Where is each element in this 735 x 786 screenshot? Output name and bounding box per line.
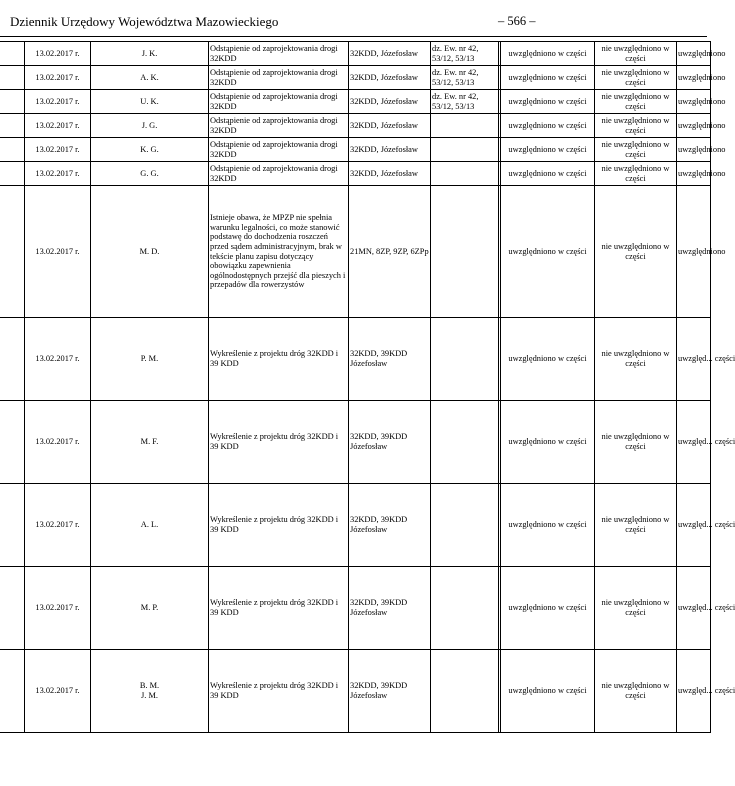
decision-mayor-rejected: nie uwzględniono w części <box>595 66 677 90</box>
table-row <box>0 318 711 401</box>
decision-council: uwzględniono <box>677 162 711 186</box>
submitter-initials: J. M. <box>141 691 158 700</box>
row-number <box>0 114 25 138</box>
plot-number <box>431 484 499 567</box>
comment-content: Odstąpienie od zaprojektowania drogi 32KDD <box>209 90 349 114</box>
decision-council: uwzględ... części <box>677 650 711 733</box>
submission-date: 13.02.2017 r. <box>25 114 91 138</box>
submission-date: 13.02.2017 r. <box>25 567 91 650</box>
row-number <box>0 401 25 484</box>
decision-mayor-rejected: nie uwzględniono w części <box>595 484 677 567</box>
submission-date: 13.02.2017 r. <box>25 484 91 567</box>
decision-mayor: uwzględniono w części <box>501 90 595 114</box>
submitter-initials: M. F. <box>140 437 159 447</box>
plan-area: 32KDD, 39KDD Józefosław <box>349 401 431 484</box>
decision-mayor: uwzględniono w części <box>501 484 595 567</box>
decision-mayor: uwzględniono w części <box>501 401 595 484</box>
submitter-initials: M. D. <box>139 246 160 256</box>
table-row <box>0 114 711 138</box>
decision-mayor-rejected: nie uwzględniono w części <box>595 42 677 66</box>
submitter-name <box>91 401 209 484</box>
plan-area: 32KDD, Józefosław <box>349 114 431 138</box>
decision-council: uwzględniono <box>677 42 711 66</box>
decision-mayor: uwzględniono w części <box>501 567 595 650</box>
decision-mayor: uwzględniono w części <box>501 42 595 66</box>
decision-mayor: uwzględniono w części <box>501 318 595 401</box>
table-row <box>0 484 711 567</box>
header-rule <box>0 36 707 37</box>
submission-date: 13.02.2017 r. <box>25 650 91 733</box>
submitter-initials: A. K. <box>140 72 159 82</box>
table-row <box>0 138 711 162</box>
submission-date: 13.02.2017 r. <box>25 90 91 114</box>
submission-date: 13.02.2017 r. <box>25 401 91 484</box>
submitter-name <box>91 138 209 162</box>
table-row <box>0 401 711 484</box>
row-number <box>0 162 25 186</box>
comments-table <box>0 41 735 733</box>
decision-mayor: uwzględniono w części <box>501 66 595 90</box>
submitter-name <box>91 186 209 318</box>
comment-content: Odstąpienie od zaprojektowania drogi 32KDD <box>209 162 349 186</box>
decision-mayor-rejected: nie uwzględniono w części <box>595 318 677 401</box>
journal-title: Dziennik Urzędowy Województwa Mazowieckiego <box>10 14 279 29</box>
row-number <box>0 650 25 733</box>
decision-mayor-rejected: nie uwzględniono w części <box>595 162 677 186</box>
submitter-initials: J. G. <box>141 120 158 130</box>
decision-mayor-rejected: nie uwzględniono w części <box>595 114 677 138</box>
decision-mayor: uwzględniono w części <box>501 114 595 138</box>
decision-mayor-rejected: nie uwzględniono w części <box>595 186 677 318</box>
plan-area: 32KDD, Józefosław <box>349 90 431 114</box>
submission-date: 13.02.2017 r. <box>25 318 91 401</box>
plot-number: dz. Ew. nr 42, 53/12, 53/13 <box>431 42 499 66</box>
plan-area: 32KDD, Józefosław <box>349 162 431 186</box>
plot-number <box>431 318 499 401</box>
comment-content: Odstąpienie od zaprojektowania drogi 32KDD <box>209 42 349 66</box>
plan-area: 32KDD, Józefosław <box>349 66 431 90</box>
comment-content: Wykreślenie z projektu dróg 32KDD i 39 KDD <box>209 567 349 650</box>
comment-content: Wykreślenie z projektu dróg 32KDD i 39 KDD <box>209 401 349 484</box>
plan-area: 32KDD, 39KDD Józefosław <box>349 318 431 401</box>
decision-mayor-rejected: nie uwzględniono w części <box>595 138 677 162</box>
submitter-initials: G. G. <box>140 168 159 178</box>
submitter-name <box>91 66 209 90</box>
row-number <box>0 567 25 650</box>
plan-area: 32KDD, 39KDD Józefosław <box>349 650 431 733</box>
submitter-name <box>91 650 209 733</box>
table-row <box>0 162 711 186</box>
row-number <box>0 90 25 114</box>
decision-council: uwzględniono <box>677 114 711 138</box>
plot-number <box>431 162 499 186</box>
page-header <box>0 0 707 38</box>
decision-council: uwzględ... części <box>677 567 711 650</box>
submitter-name <box>91 484 209 567</box>
decision-council: uwzględniono <box>677 66 711 90</box>
table-row <box>0 186 711 318</box>
submitter-initials: A. L. <box>140 520 159 530</box>
plot-number <box>431 114 499 138</box>
comment-content: Odstąpienie od zaprojektowania drogi 32KDD <box>209 138 349 162</box>
submitter-initials: J. K. <box>141 48 158 58</box>
plot-number: dz. Ew. nr 42, 53/12, 53/13 <box>431 66 499 90</box>
plot-number <box>431 401 499 484</box>
decision-mayor: uwzględniono w części <box>501 186 595 318</box>
comment-content: Odstąpienie od zaprojektowania drogi 32KDD <box>209 66 349 90</box>
plot-number <box>431 650 499 733</box>
row-number <box>0 484 25 567</box>
table-row <box>0 650 711 733</box>
submitter-name <box>91 114 209 138</box>
row-number <box>0 66 25 90</box>
row-number <box>0 318 25 401</box>
decision-council: uwzględ... części <box>677 484 711 567</box>
decision-council: uwzględniono <box>677 90 711 114</box>
submitter-initials: B. M. <box>139 681 160 691</box>
comment-content: Wykreślenie z projektu dróg 32KDD i 39 KDD <box>209 484 349 567</box>
decision-council: uwzględ... części <box>677 318 711 401</box>
comment-content: Istnieje obawa, że MPZP nie spełnia warunku legalności, co może stanowić podstawę do dochodzenia roszczeń przed sądem administracyjnym, brak w tekście planu zapisu dotyczący obowiązku zapewnienia ogólnodostępnych przejść dla pieszych i przepadów dla rowerzystów <box>209 186 349 318</box>
table-row <box>0 42 711 66</box>
submitter-initials: U. K. <box>140 96 159 106</box>
decision-mayor: uwzględniono w części <box>501 650 595 733</box>
submitter-initials: M. P. <box>140 603 159 613</box>
table-row <box>0 567 711 650</box>
decision-mayor: uwzględniono w części <box>501 162 595 186</box>
submission-date: 13.02.2017 r. <box>25 66 91 90</box>
submitter-initials: P. M. <box>140 354 159 364</box>
submission-date: 13.02.2017 r. <box>25 186 91 318</box>
page-number: – 566 – <box>498 14 536 28</box>
decision-council: uwzględniono <box>677 186 711 318</box>
submission-date: 13.02.2017 r. <box>25 162 91 186</box>
submitter-name <box>91 567 209 650</box>
table-row <box>0 66 711 90</box>
row-number <box>0 42 25 66</box>
submission-date: 13.02.2017 r. <box>25 138 91 162</box>
row-number <box>0 138 25 162</box>
comment-content: Odstąpienie od zaprojektowania drogi 32KDD <box>209 114 349 138</box>
submission-date: 13.02.2017 r. <box>25 42 91 66</box>
decision-mayor-rejected: nie uwzględniono w części <box>595 567 677 650</box>
plot-number: dz. Ew. nr 42, 53/12, 53/13 <box>431 90 499 114</box>
plan-area: 21MN, 8ZP, 9ZP, 6ZPp <box>349 186 431 318</box>
plan-area: 32KDD, 39KDD Józefosław <box>349 484 431 567</box>
decision-mayor-rejected: nie uwzględniono w części <box>595 650 677 733</box>
decision-mayor-rejected: nie uwzględniono w części <box>595 90 677 114</box>
decision-mayor-rejected: nie uwzględniono w części <box>595 401 677 484</box>
plan-area: 32KDD, Józefosław <box>349 138 431 162</box>
submitter-name <box>91 90 209 114</box>
row-number <box>0 186 25 318</box>
comment-content: Wykreślenie z projektu dróg 32KDD i 39 KDD <box>209 650 349 733</box>
submitter-initials: K. G. <box>140 144 159 154</box>
submitter-name <box>91 162 209 186</box>
submitter-name <box>91 318 209 401</box>
plot-number <box>431 138 499 162</box>
decision-mayor: uwzględniono w części <box>501 138 595 162</box>
plan-area: 32KDD, Józefosław <box>349 42 431 66</box>
table-row <box>0 90 711 114</box>
submitter-name <box>91 42 209 66</box>
plot-number <box>431 567 499 650</box>
plot-number <box>431 186 499 318</box>
plan-area: 32KDD, 39KDD Józefosław <box>349 567 431 650</box>
decision-council: uwzględniono <box>677 138 711 162</box>
decision-council: uwzględ... części <box>677 401 711 484</box>
comment-content: Wykreślenie z projektu dróg 32KDD i 39 KDD <box>209 318 349 401</box>
